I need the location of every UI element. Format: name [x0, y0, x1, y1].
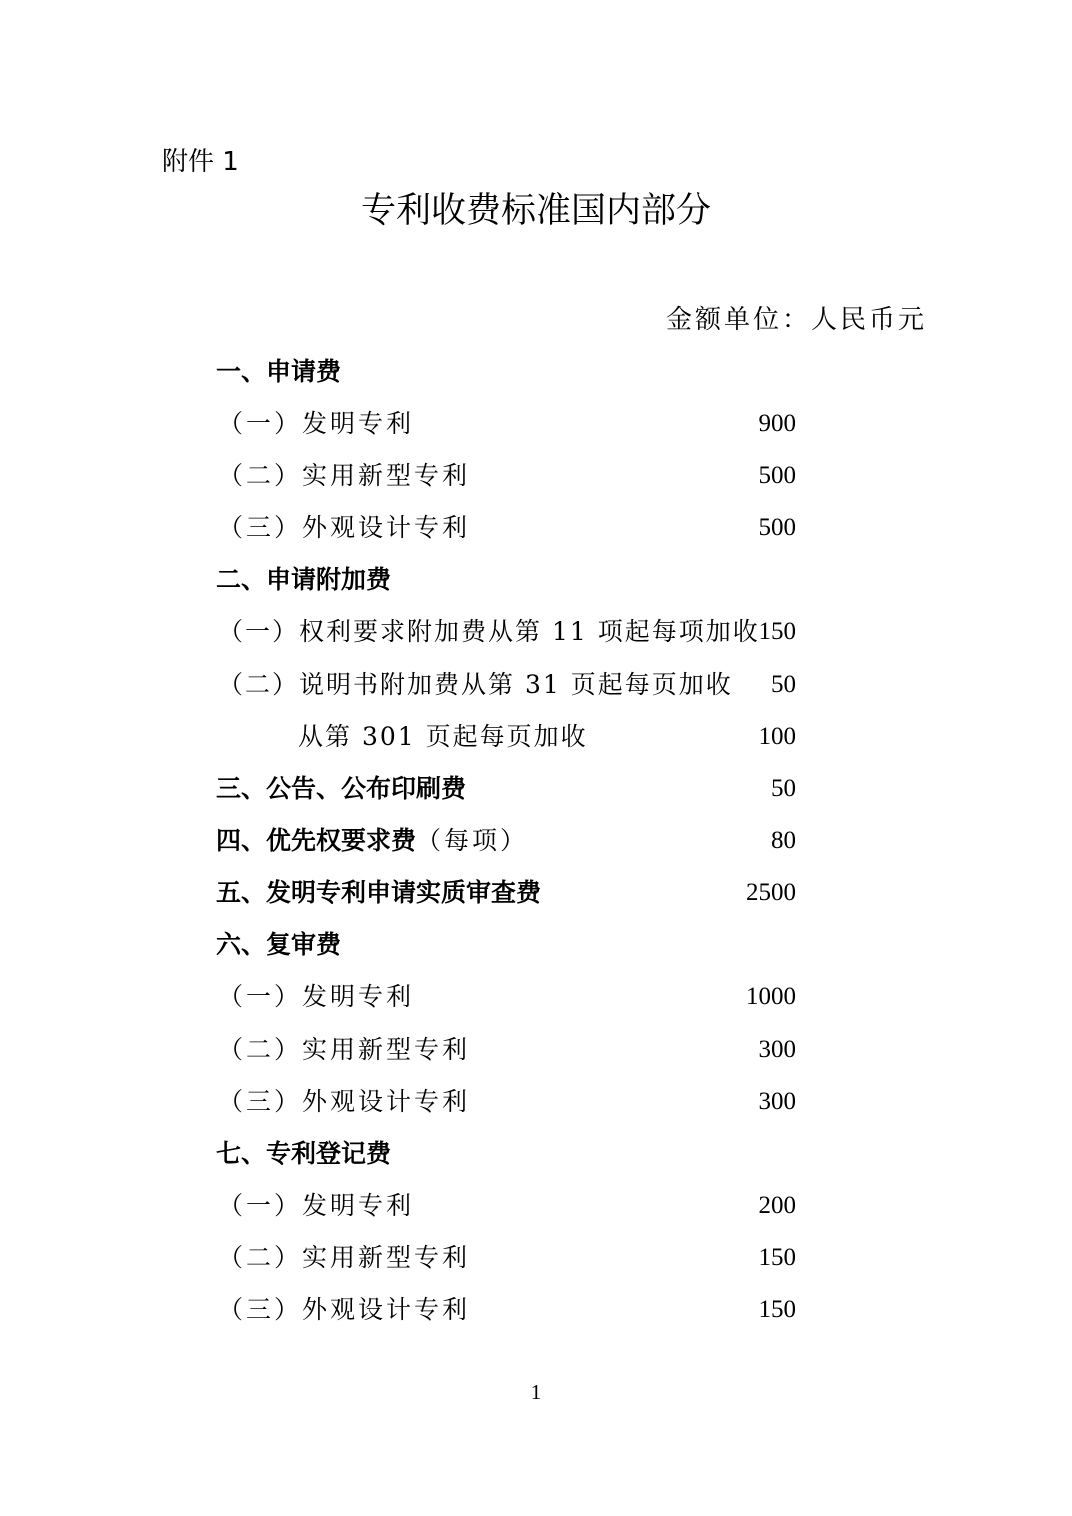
fee-amount: 50 [771, 775, 796, 802]
page-number: 1 [530, 1380, 542, 1404]
fee-row-section-1 [0, 352, 1072, 392]
attachment-label: 附件 1 [162, 147, 239, 177]
fee-label: 六、复审费 [216, 930, 342, 959]
fee-amount: 2500 [746, 879, 796, 906]
fee-label: 三、公告、公布印刷费 [216, 774, 467, 803]
fee-label: （一）发明专利 [218, 409, 415, 438]
fee-row [0, 1238, 1072, 1278]
fee-amount: 300 [758, 1036, 796, 1063]
fee-label: 一、申请费 [216, 357, 342, 386]
fee-amount: 150 [758, 1296, 796, 1323]
page-title: 专利收费标准国内部分 [360, 191, 711, 231]
fee-row [0, 977, 1072, 1017]
fee-amount: 100 [758, 723, 796, 750]
fee-row-section-4 [0, 821, 1072, 861]
fee-row [0, 717, 1072, 757]
fee-label: （三）外观设计专利 [218, 1087, 471, 1116]
fee-label: （一）发明专利 [218, 1191, 415, 1220]
fee-label: （二）实用新型专利 [218, 1035, 471, 1064]
fee-label: （一）发明专利 [218, 982, 415, 1011]
fee-row [0, 1030, 1072, 1070]
fee-label: （二）说明书附加费从第 31 页起每页加收 [218, 670, 733, 699]
fee-row-section-3 [0, 769, 1072, 809]
unit-note: 金额单位：人民币元 [666, 305, 928, 335]
fee-row [0, 456, 1072, 496]
fee-label [216, 821, 528, 861]
fee-label-note: （每项） [416, 826, 529, 855]
fee-amount: 500 [758, 462, 796, 489]
fee-row [0, 1290, 1072, 1330]
fee-row [0, 612, 1072, 652]
fee-row [0, 508, 1072, 548]
fee-label: （二）实用新型专利 [218, 461, 471, 490]
fee-label: 二、申请附加费 [216, 565, 392, 594]
fee-row-section-2 [0, 560, 1072, 600]
fee-row [0, 1186, 1072, 1226]
fee-label: 五、发明专利申请实质审查费 [216, 878, 542, 907]
fee-label: 七、专利登记费 [216, 1139, 392, 1168]
fee-label: （二）实用新型专利 [218, 1243, 471, 1272]
fee-amount: 900 [758, 410, 796, 437]
fee-row [0, 404, 1072, 444]
fee-amount: 300 [758, 1088, 796, 1115]
fee-label-main: 四、优先权要求费 [216, 826, 417, 855]
fee-amount: 150 [758, 618, 796, 645]
fee-label: （一）权利要求附加费从第 11 项起每项加收 [218, 617, 760, 646]
fee-amount: 50 [771, 671, 796, 698]
fee-amount: 80 [771, 827, 796, 854]
fee-label: 从第 301 页起每页加收 [298, 722, 588, 751]
fee-amount: 500 [758, 514, 796, 541]
fee-row [0, 1082, 1072, 1122]
fee-row-section-5 [0, 873, 1072, 913]
fee-label: （三）外观设计专利 [218, 1295, 471, 1324]
fee-row [0, 665, 1072, 705]
fee-row-section-7 [0, 1134, 1072, 1174]
fee-row-section-6 [0, 925, 1072, 965]
fee-amount: 200 [758, 1192, 796, 1219]
fee-amount: 150 [758, 1244, 796, 1271]
fee-label: （三）外观设计专利 [218, 513, 471, 542]
fee-amount: 1000 [746, 983, 796, 1010]
